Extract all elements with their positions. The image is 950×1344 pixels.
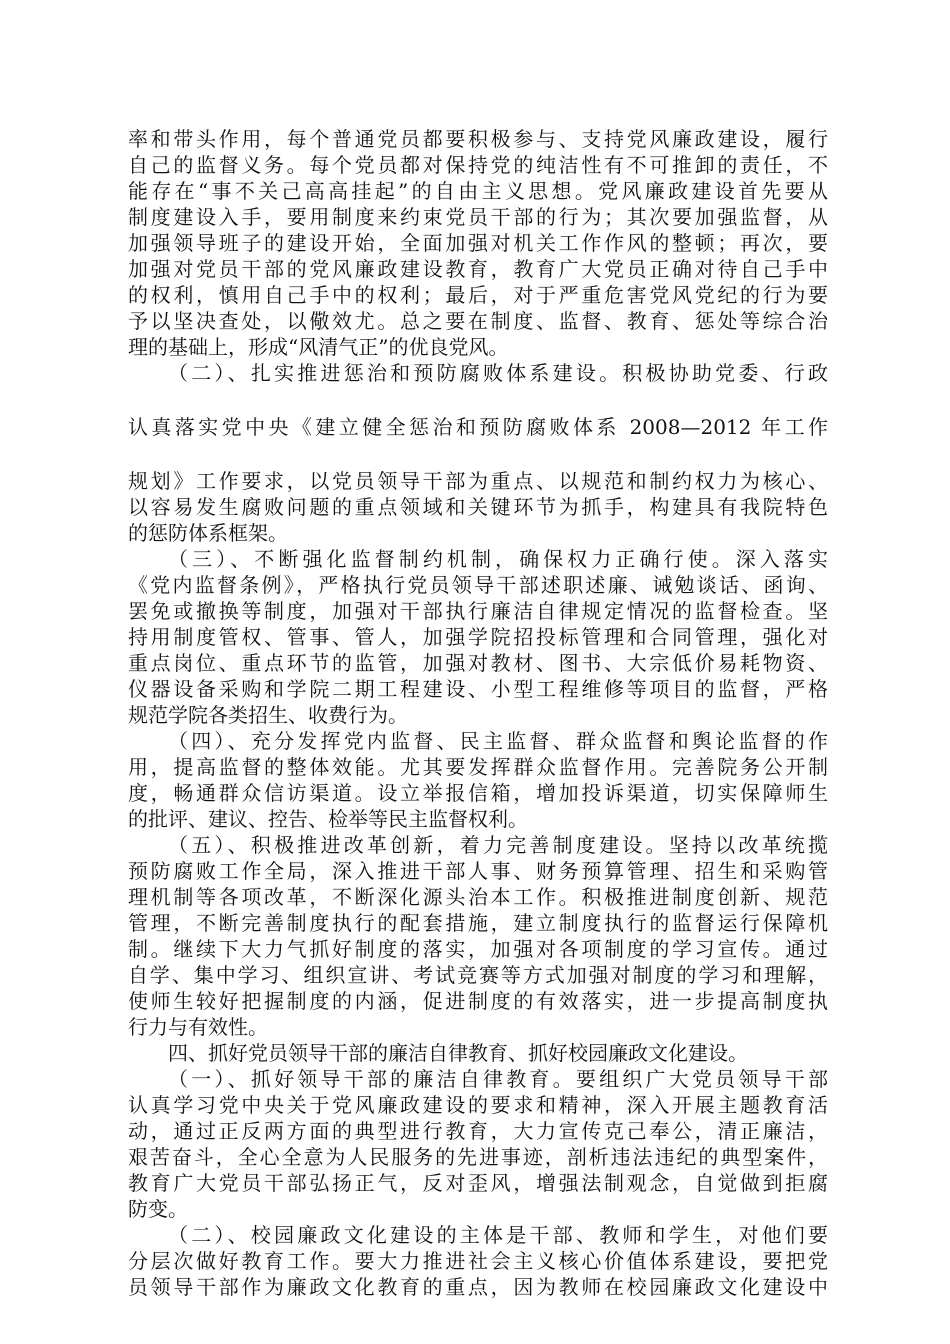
text-line: （二）、扎实推进惩治和预防腐败体系建设。积极协助党委、行政 (168, 361, 828, 385)
text-line: 自学、集中学习、组织宣讲、考试竞赛等方式加强对制度的学习和理解， (128, 963, 828, 987)
text-line: （三）、不断强化监督制约机制，确保权力正确行使。深入落实 (168, 547, 828, 571)
text-line: 率和带头作用，每个普通党员都要积极参与、支持党风廉政建设，履行 (128, 127, 828, 151)
text-line: 规划》工作要求，以党员领导干部为重点、以规范和制约权力为核心、 (128, 469, 828, 493)
text-line: 以容易发生腐败问题的重点领域和关键环节为抓手，构建具有我院特色 (128, 495, 828, 519)
text-line: 制。继续下大力气抓好制度的落实，加强对各项制度的学习宣传。通过 (128, 937, 828, 961)
text-line: 加强对党员干部的党风廉政建设教育，教育广大党员正确对待自己手中 (128, 257, 828, 281)
text-line: 规范学院各类招生、收费行为。 (128, 703, 408, 727)
text-line: 教育广大党员干部弘扬正气，反对歪风，增强法制观念，自觉做到拒腐 (128, 1171, 828, 1195)
text-line: 持用制度管权、管事、管人，加强学院招投标管理和合同管理，强化对 (128, 625, 828, 649)
text-line: 理的基础上，形成“风清气正”的优良党风。 (128, 335, 509, 359)
text-line: 的权利，慎用自己手中的权利；最后，对于严重危害党风党纪的行为要 (128, 283, 828, 307)
text-line: 的批评、建议、控告、检举等民主监督权利。 (128, 807, 528, 831)
text-line: 加强领导班子的建设开始，全面加强对机关工作作风的整顿；再次，要 (128, 231, 828, 255)
text-line: 管理，不断完善制度执行的配套措施，建立制度执行的监督运行保障机 (128, 911, 828, 935)
text-line: 预防腐败工作全局，深入推进干部人事、财务预算管理、招生和采购管 (128, 859, 828, 883)
text-line: 的惩防体系框架。 (128, 521, 288, 545)
text-line: 分层次做好教育工作。要大力推进社会主义核心价值体系建设，要把党 (128, 1249, 828, 1273)
text-line: 《党内监督条例》，严格执行党员领导干部述职述廉、诫勉谈话、函询、 (128, 573, 828, 597)
text-line: 艰苦奋斗，全心全意为人民服务的先进事迹，剖析违法违纪的典型案件， (128, 1145, 828, 1169)
text-line: 能存在“事不关己高高挂起”的自由主义思想。党风廉政建设首先要从 (128, 179, 828, 203)
text-line: 防变。 (128, 1197, 188, 1221)
text-line: 予以坚决查处，以儆效尤。总之要在制度、监督、教育、惩处等综合治 (128, 309, 828, 333)
text-line: 认真落实党中央《建立健全惩治和预防腐败体系 2008—2012 年工作 (128, 415, 828, 439)
text-line: 行力与有效性。 (128, 1015, 268, 1039)
text-line: 用，提高监督的整体效能。尤其要发挥群众监督作用。完善院务公开制 (128, 755, 828, 779)
text-line: 罢免或撤换等制度，加强对干部执行廉洁自律规定情况的监督检查。坚 (128, 599, 828, 623)
text-line: 度，畅通群众信访渠道。设立举报信箱，增加投诉渠道，切实保障师生 (128, 781, 828, 805)
text-line: （四）、充分发挥党内监督、民主监督、群众监督和舆论监督的作 (168, 729, 828, 753)
text-line: 自己的监督义务。每个党员都对保持党的纯洁性有不可推卸的责任，不 (128, 153, 828, 177)
text-line: 员领导干部作为廉政文化教育的重点，因为教师在校园廉政文化建设中 (128, 1275, 828, 1299)
text-line: 重点岗位、重点环节的监管，加强对教材、图书、大宗低价易耗物资、 (128, 651, 828, 675)
text-line: （一）、抓好领导干部的廉洁自律教育。要组织广大党员领导干部 (168, 1067, 828, 1091)
text-line: （二）、校园廉政文化建设的主体是干部、教师和学生，对他们要 (168, 1223, 828, 1247)
text-line: 理机制等各项改革，不断深化源头治本工作。积极推进制度创新、规范 (128, 885, 828, 909)
text-line: 认真学习党中央关于党风廉政建设的要求和精神，深入开展主题教育活 (128, 1093, 828, 1117)
text-line: 四、抓好党员领导干部的廉洁自律教育、抓好校园廉政文化建设。 (168, 1041, 748, 1065)
text-line: 制度建设入手，要用制度来约束党员干部的行为；其次要加强监督，从 (128, 205, 828, 229)
text-line: 动，通过正反两方面的典型进行教育，大力宣传克己奉公，清正廉洁， (128, 1119, 828, 1143)
text-line: （五）、积极推进改革创新，着力完善制度建设。坚持以改革统揽 (168, 833, 828, 857)
text-line: 仪器设备采购和学院二期工程建设、小型工程维修等项目的监督，严格 (128, 677, 828, 701)
text-line: 使师生较好把握制度的内涵，促进制度的有效落实，进一步提高制度执 (128, 989, 828, 1013)
